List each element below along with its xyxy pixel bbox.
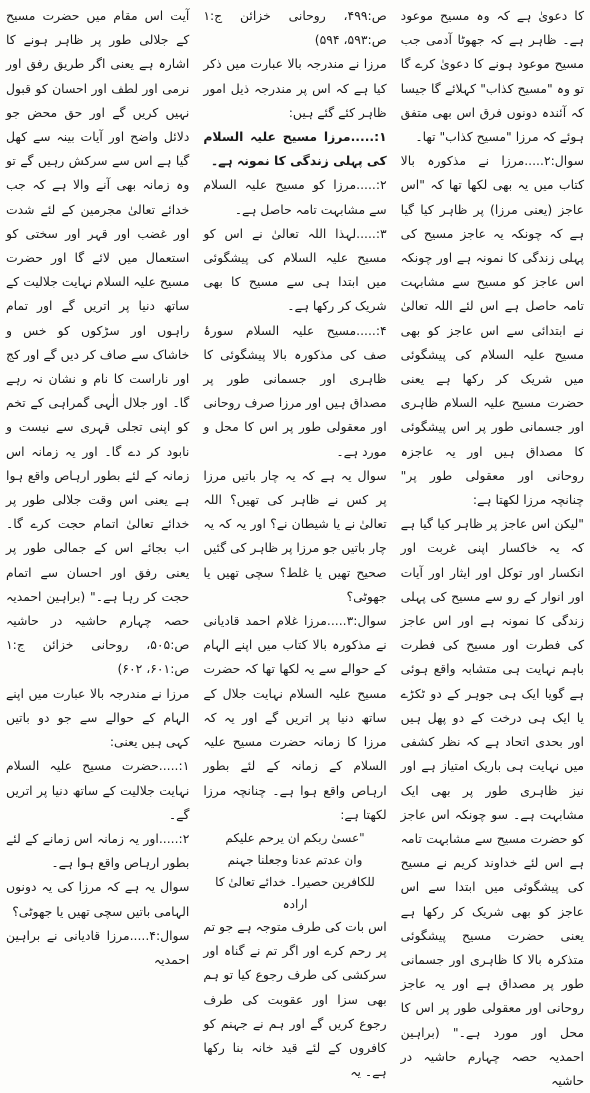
arabic-verse-line: للکافرین حصیرا۔ خدائے تعالیٰ کا ارادہ — [215, 874, 375, 911]
arabic-verse-line: وان عدتم عدنا وجعلنا جہنم — [227, 852, 363, 867]
point-4: ۴:.....مسیح علیہ السلام سورۂ صف کی مذکورہ بالا پیشگوئی کا ظاہری اور جسمانی طور پر مصداق ہیں اور مرزا صرف روحانی اور معقولی طور پر اس کا محل و مورد ہے۔ — [203, 322, 387, 459]
reference: ص:۴۹۹، روحانی خزائن ج:۱ ص:۵۹۳، ۵۹۴) — [203, 8, 387, 48]
question-3: سوال:۳.....مرزا غلام احمد قادیانی نے مذکورہ بالا کتاب میں اپنے الہام کے حوالے سے یہ لکھا تھا کہ حضرت مسیح علیہ السلام نہایت جلال کے ساتھ دنیا پر اتریں گے اور یہ کہ مرزا کا زمانہ حضرت مسیح علیہ السلام کے زمانہ کے لئے بطور ارہاص واقع ہوا ہے۔ چنانچہ مرزا لکھتا ہے: — [203, 613, 387, 822]
paragraph: سوال یہ ہے کہ مرزا کی یہ دونوں الہامی باتیں سچی تھیں یا جھوٹی؟ — [6, 879, 190, 919]
middle-column — [203, 4, 387, 1080]
point-2: ۲:.....اور یہ زمانہ اس زمانے کے لئے بطور ارہاص واقع ہوا ہے۔ — [6, 830, 190, 871]
right-column — [400, 4, 584, 1088]
arabic-verse-line: "عسیٰ ربکم ان یرحم علیکم — [225, 830, 365, 845]
question-2: سوال:۲.....مرزا نے مذکورہ بالا کتاب میں یہ بھی لکھا تھا کہ "اس عاجز (یعنی مرزا) پر ظاہر کیا گیا ہے کہ چونکہ یہ عاجز مسیح کی پہلی زندگی کا نمونہ ہے اور چونکہ اس عاجز کو مسیح سے مشابہت تامہ حاصل ہے اس لئے اللہ تعالیٰ نے ابتدائی سے اس عاجز کو بھی مسیح علیہ السلام کی پیشگوئی میں شریک کر رکھا ہے یعنی حضرت مسیح علیہ السلام ظاہری اور جسمانی طور پر اس پیشگوئی کا مصداق ہیں اور یہ عاجزہ روحانی اور معقولی طور پر" چنانچہ مرزا لکھتا ہے: — [400, 153, 584, 508]
left-column — [6, 4, 190, 967]
paragraph: مرزا نے مندرجہ بالا عبارت میں اپنے الہام کے حوالے سے جو دو باتیں کہی ہیں یعنی: — [6, 685, 190, 750]
quotation: "لیکن اس عاجز پر ظاہر کیا گیا ہے کہ یہ خاکسار اپنی غربت اور انکسار اور توکل اور ایثار اور آیات اور انوار کے رو سے مسیح کی پہلی زندگی کا نمونہ ہے اور اس عاجز کی فطرت اور مسیح کی فطرت باہم نہایت ہی متشابہ واقع ہوئی ہے گویا ایک ہی جوہر کے دو ٹکڑے یا ایک ہی درخت کے دو پھل ہیں اور بحدی اتحاد ہے کہ نظر کشفی میں نہایت ہی باریک امتیاز ہے اور نیز ظاہری طور پر بھی ایک مشابہت ہے۔ سو چونکہ اس عاجز کو حضرت مسیح سے مشابہت تامہ ہے اس لئے خداوند کریم نے مسیح کی پیشگوئی میں ابتدا سے اس عاجز کو بھی شریک کر رکھا ہے یعنی حضرت مسیح پیشگوئی متذکرہ بالا کا ظاہری اور جسمانی طور پر مصداق ہے اور یہ عاجز روحانی اور معقولی طور پر اس کا محل اور مورد ہے۔" (براہین احمدیہ حصہ چہارم حاشیہ در حاشیہ — [400, 516, 584, 1088]
paragraph: سوال یہ ہے کہ یہ چار باتیں مرزا پر کس نے ظاہر کی تھیں؟ اللہ تعالیٰ نے یا شیطان نے؟ اور یہ کہ یہ چار باتیں جو مرزا پر ظاہر کی گئیں صحیح تھیں یا غلط؟ سچی تھیں یا جھوٹی؟ — [203, 467, 387, 604]
point-1: ۱:.....مرزا مسیح علیہ السلام کی پہلی زندگی کا نمونہ ہے۔ — [203, 129, 387, 169]
point-3: ۳:.....لہذا اللہ تعالیٰ نے اس کو مسیح علیہ السلام کی پیشگوئی میں ابتدا ہی سے مسیح کا بھی شریک کر رکھا ہے۔ — [203, 225, 387, 314]
point-1: ۱:.....حضرت مسیح علیہ السلام نہایت جلالیت کے ساتھ دنیا پر اتریں گے۔ — [6, 758, 190, 822]
paragraph: مرزا نے مندرجہ بالا عبارت میں ذکر کیا ہے کہ اس پر مندرجہ ذیل امور ظاہر کئے گئے ہیں: — [203, 56, 387, 120]
paragraph: اس بات کی طرف متوجہ ہے جو تم پر رحم کرے اور اگر تم نے گناہ اور سرکشی کی طرف رجوع کیا تو ہم بھی سزا اور عقوبت کی طرف رجوع کریں گے اور ہم نے جہنم کو کافروں کے لئے قید خانہ بنا رکھا ہے۔ یہ — [203, 918, 387, 1080]
paragraph: آیت اس مقام میں حضرت مسیح کے جلالی طور پر ظاہر ہونے کا اشارہ ہے یعنی اگر طریق رفق اور نرمی اور لطف اور احسان کو قبول نہیں کریں گے اور حق محض جو دلائل واضح اور آیات بینہ سے کھل گیا ہے اس سے سرکش رہیں گے تو وہ زمانہ بھی آنے والا ہے کہ جب خدائے تعالیٰ مجرمین کے لئے شدت اور غضب اور قہر اور سختی کو استعمال میں لائے گا اور حضرت مسیح علیہ السلام نہایت جلالیت کے ساتھ دنیا پر اتریں گے اور تمام راہوں اور سڑکوں کو خس و خاشاک سے صاف کر دیں گے اور کج اور ناراست کا نام و نشان نہ رہے گا۔ اور جلال الٰہی گمراہی کے تخم کو اپنی تجلی قہری سے نیست و نابود کر دے گا۔ اور یہ زمانہ اس زمانہ کے لئے بطور ارہاص واقع ہوا ہے یعنی اس وقت جلالی طور پر خدائے تعالیٰ اتمام حجت کرے گا۔ اب بجائے اس کے جمالی طور پر یعنی رفق اور احسان سے اتمام حجت کر رہا ہے۔" (براہین احمدیہ حصہ چہارم حاشیہ در حاشیہ ص:۵۰۵، روحانی خزائن ج:۱ ص:۶۰۱، ۶۰۲) — [6, 8, 190, 677]
point-2: ۲:.....مرزا کو مسیح علیہ السلام سے مشابہت تامہ حاصل ہے۔ — [203, 177, 387, 217]
paragraph: کا دعویٰ ہے کہ وہ مسیح موعود ہے۔ ظاہر ہے کہ جھوٹا آدمی جب مسیح موعود ہونے کا دعویٰ کرے گا تو وہ "مسیح کذاب" کہلائے گا جیسا کہ آئندہ دونوں فرق اس بھی متفق ہوئے کہ مرزا "مسیح کذاب" تھا۔ — [400, 8, 584, 145]
question-4: سوال:۴.....مرزا قادیانی نے براہین احمدیہ — [6, 927, 190, 967]
